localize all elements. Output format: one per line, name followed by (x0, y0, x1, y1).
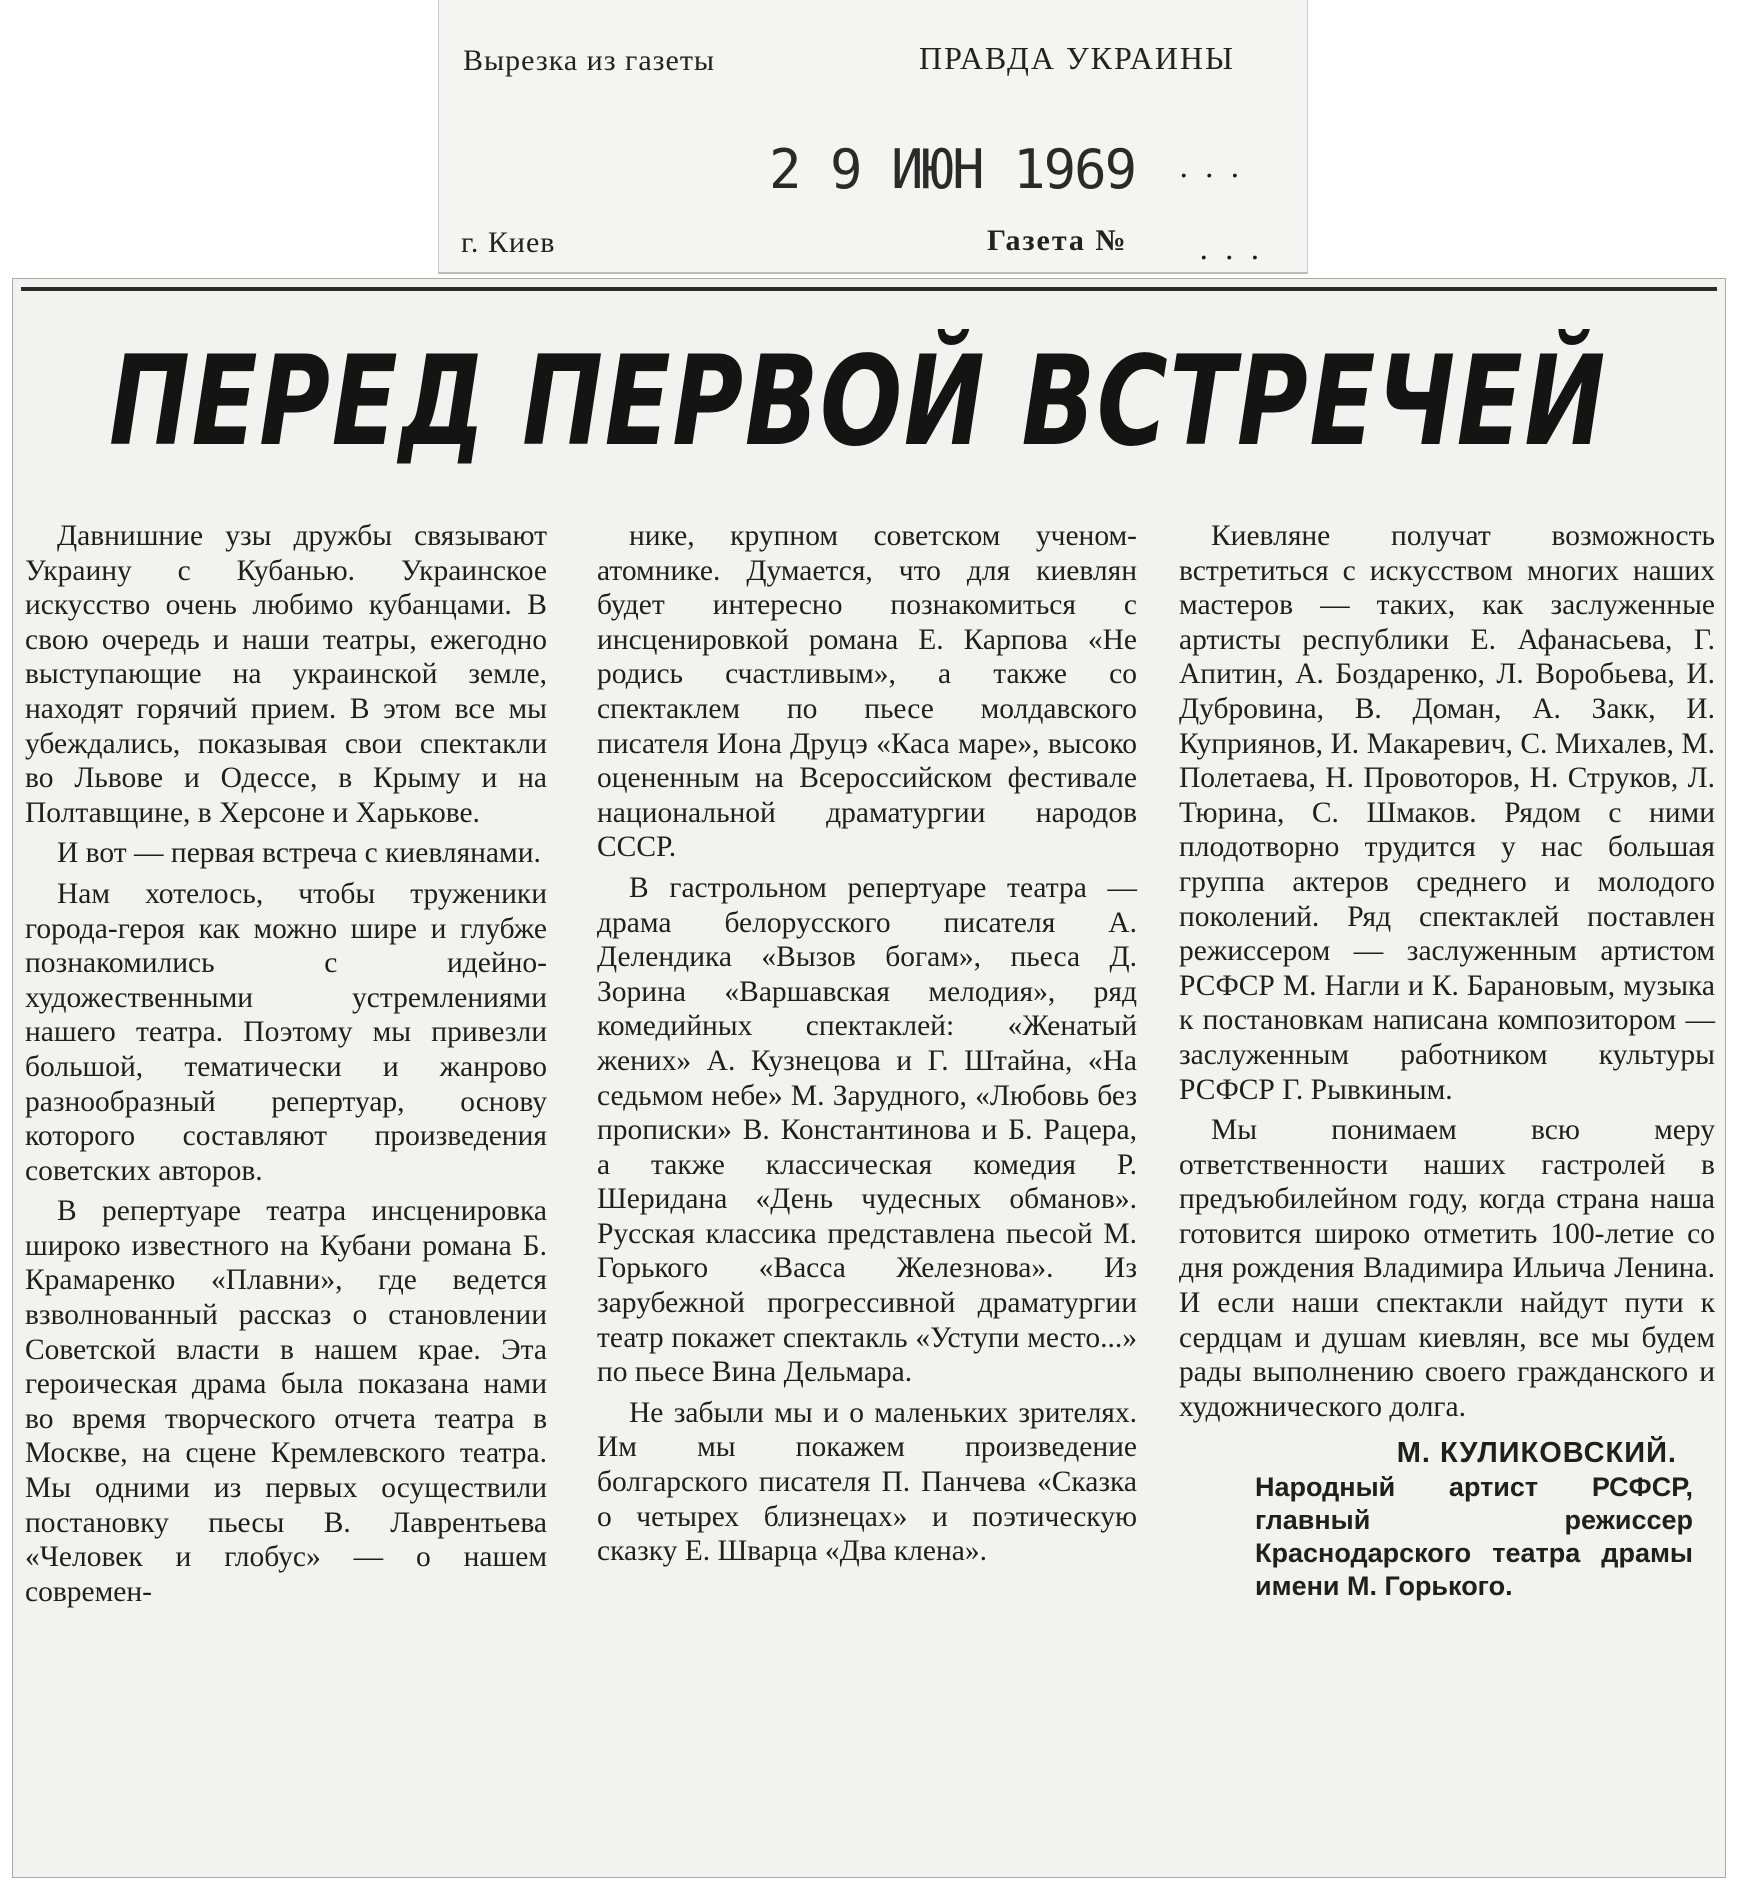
paragraph: Нам хотелось, чтобы труженики города-героя как можно шире и глубже познакомились с идейно-художественными устремлениями нашего театра. Поэтому мы привезли большой, тематически и жанрово разнообразный репертуар, основу которого составляют произведения советских авторов. (25, 877, 547, 1187)
date-stamp: 2 9 ИЮН 1969 (769, 138, 1136, 201)
clipping-stamp (438, 0, 1308, 274)
paragraph: Давнишние узы дружбы связывают Украину с Кубанью. Украинское искусство очень любимо кубанцами. В свою очередь и наши театры, ежегодно выступающие на украинской земле, находят горячий прием. В этом все мы убеждались, показывая свои спектакли во Львове и Одессе, в Крыму и на Полтавщине, в Херсоне и Харькове. (25, 520, 547, 829)
paragraph: нике, крупном советском ученом-атомнике. Думается, что для киевлян будет интересно познакомиться с инсценировкой романа Е. Карпова «Не родись счастливым», а также со спектаклем по пьесе молдавского писателя Иона Друцэ «Каса маре», высоко оцененным на Всероссийском фестивале национальной драматургии народов СССР. (597, 520, 1137, 864)
issue-label: Газета № (987, 224, 1128, 257)
signature-name: М. КУЛИКОВСКИЙ. (1396, 1437, 1677, 1470)
newspaper-name: ПРАВДА УКРАИНЫ (919, 40, 1235, 76)
paragraph: В репертуаре театра инсценировка широко известного на Кубани романа Б. Крамаренко «Плавни», где ведется взволнованный рассказ о становлении Советской власти в нашем крае. Эта героическая драма была показана нами во время творческого отчета театра в Москве, на сцене Кремлевского театра. Мы одними из первых осуществили постановку пьесы В. Лаврентьева «Человек и глобус» — о нашем современ- (25, 1195, 547, 1608)
clipping-label: Вырезка из газеты (463, 44, 716, 77)
signature (1179, 1436, 1715, 1603)
city-label: г. Киев (461, 226, 556, 259)
signature-title: Народный артист РСФСР, главный режиссер Краснодарского театра драмы имени М. Горького. (1255, 1472, 1693, 1602)
paragraph: Мы понимаем всю меру ответственности наших гастролей в предъюбилейном году, когда страна наша готовится широко отметить 100-летие со дня рождения Владимира Ильича Ленина. И если наши спектакли найдут пути к сердцам и душам киевлян, все мы будем рады выполнению своего гражданского и художнического долга. (1179, 1114, 1715, 1423)
top-rule (21, 287, 1717, 291)
column-1 (25, 519, 547, 1609)
paragraph: В гастрольном репертуаре театра — драма белорусского писателя А. Делендика «Вызов богам», пьеса Д. Зорина «Варшавская мелодия», ряд комедийных спектаклей: «Женатый жених» А. Кузнецова и Г. Штайна, «На седьмом небе» М. Зарудного, «Любовь без прописки» В. Константинова и Б. Рацера, а также классическая комедия Р. Шеридана «День чудесных обманов». Русская классика представлена пьесой М. Горького «Васса Железнова». Из зарубежной прогрессивной драматургии театр покажет спектакль «Уступи место...» по пьесе Вина Дельмара. (597, 871, 1137, 1389)
headline: ПЕРЕД ПЕРВОЙ ВСТРЕЧЕЙ (109, 330, 1607, 474)
paragraph: Киевляне получат возможность встретиться с искусством многих наших мастеров — таких, как заслуженные артисты республики Е. Афанасьева, Г. Апитин, А. Боздаренко, Л. Воробьева, И. Дубровина, В. Доман, А. Закк, И. Куприянов, И. Макаревич, С. Михалев, М. Полетаева, Н. Провоторов, Н. Струков, Л. Тюрина, С. Шмаков. Рядом с ними плодотворно трудится у нас большая группа актеров среднего и молодого поколений. Ряд спектаклей поставлен режиссером — заслуженным артистом РСФСР М. Нагли и К. Барановым, музыка к постановкам написана композитором — заслуженным работником культуры РСФСР Г. Рывкиным. (1179, 520, 1715, 1106)
date-dots: ... (1179, 150, 1256, 185)
issue-dots: ... (1199, 232, 1276, 267)
paragraph: И вот — первая встреча с киевлянами. (57, 837, 541, 870)
article (12, 278, 1726, 1878)
column-2 (597, 519, 1137, 1569)
paragraph: Не забыли мы и о маленьких зрителях. Им мы покажем произведение болгарского писателя П. Панчева «Сказка о четырех близнецах» и поэтическую сказку Е. Шварца «Два клена». (597, 1396, 1137, 1568)
column-3 (1179, 519, 1715, 1603)
